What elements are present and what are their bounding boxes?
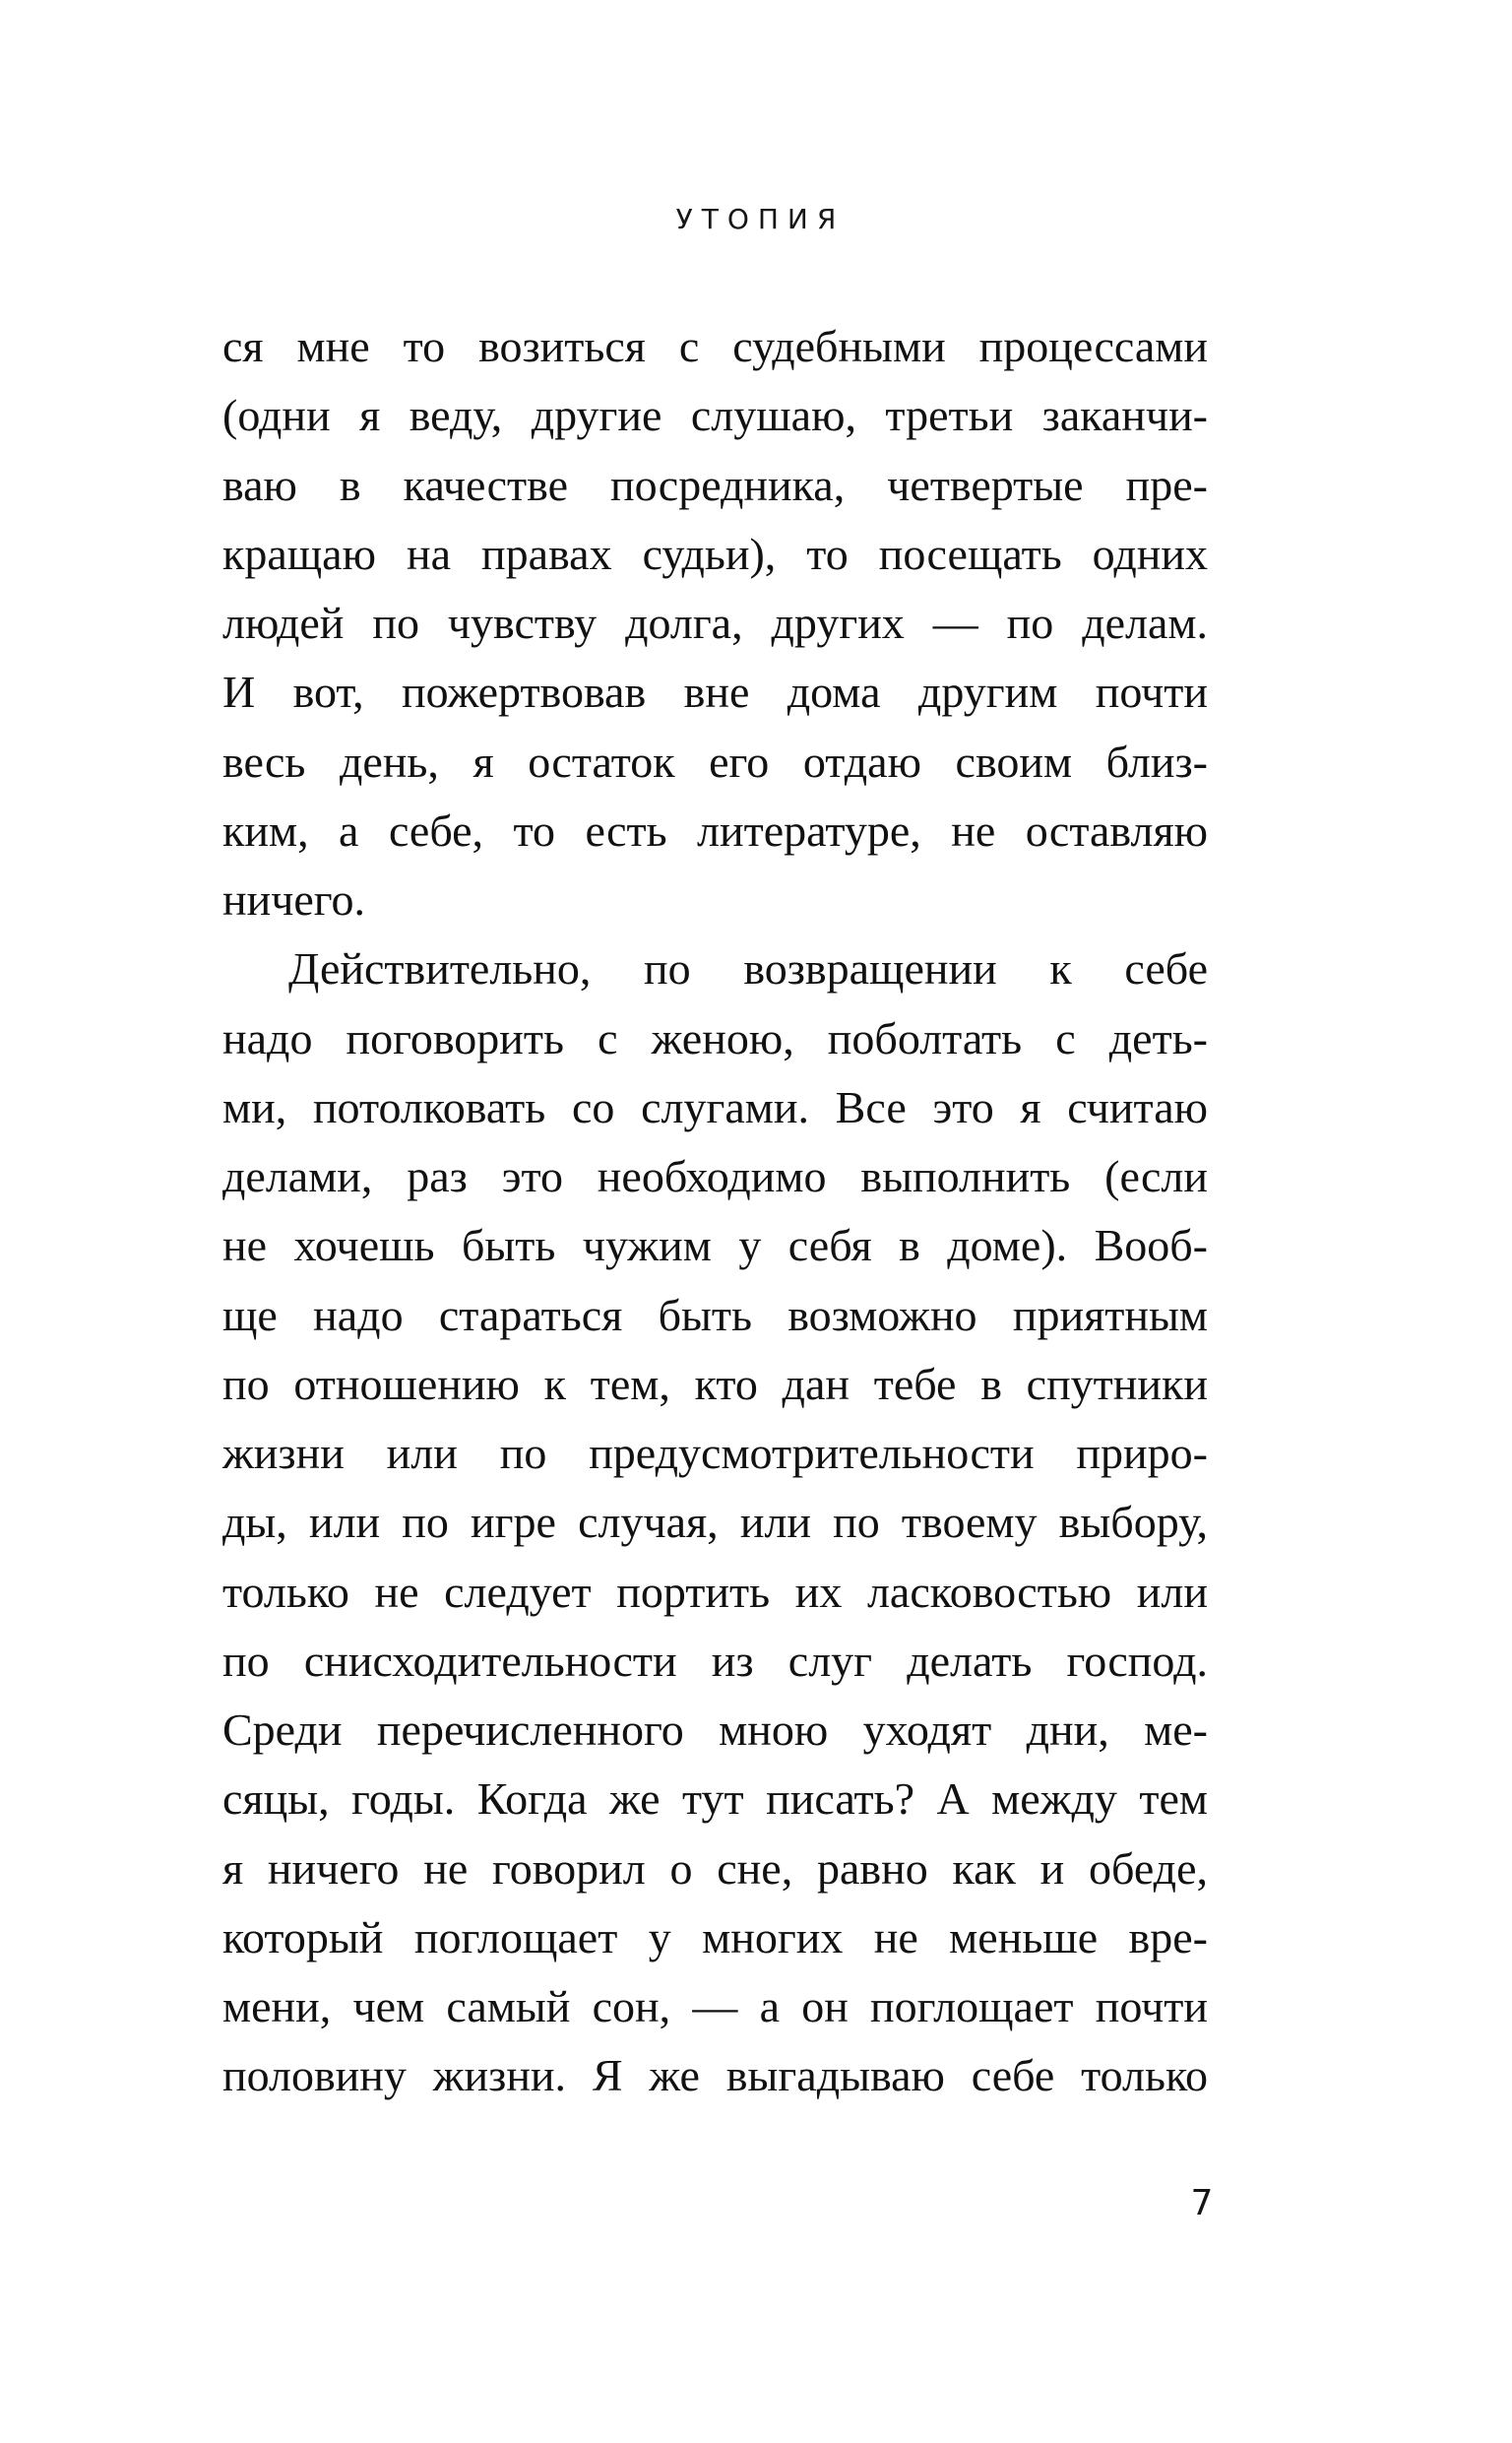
text-line: делами, раз это необходимо выполнить (если <box>222 1151 1208 1201</box>
text-line: сяцы, годы. Когда же тут писать? А между тем <box>222 1773 1208 1825</box>
body-text <box>222 312 1208 2111</box>
text-line: надо поговорить с женою, поболтать с деть- <box>222 1012 1208 1063</box>
text-line: ничего. <box>222 874 366 925</box>
text-line: весь день, я остаток его отдаю своим близ- <box>222 736 1208 787</box>
text-line: ся мне то возиться с судебными процессами <box>222 321 1208 371</box>
text-line: ким, а себе, то есть литературе, не оставляю <box>222 804 1208 856</box>
text-line: жизни или по предусмотрительности приро- <box>222 1428 1208 1478</box>
text-line: (одни я веду, другие слушаю, третьи заканчи- <box>222 390 1208 441</box>
text-line: людей по чувству долга, других — по делам. <box>222 598 1208 648</box>
text-line: Действительно, по возвращении к себе <box>288 943 1208 995</box>
text-line: кращаю на правах судьи), то посещать одних <box>222 528 1208 579</box>
page-number: 7 <box>1190 2183 1214 2223</box>
running-head: УТОПИЯ <box>675 203 846 235</box>
text-line: который поглощает у многих не меньше вре- <box>222 1911 1208 1962</box>
text-line: по снисходительности из слуг делать господ. <box>222 1635 1208 1686</box>
text-line: ми, потолковать со слугами. Все это я считаю <box>222 1081 1208 1132</box>
text-line: не хочешь быть чужим у себя в доме). Вооб- <box>222 1220 1208 1271</box>
paragraph-2 <box>222 934 1208 2110</box>
text-line: я ничего не говорил о сне, равно как и обеде, <box>222 1842 1208 1894</box>
text-line: мени, чем самый сон, — а он поглощает почти <box>222 1981 1208 2031</box>
text-line: ды, или по игре случая, или по твоему выбору, <box>222 1497 1208 1548</box>
text-line: только не следует портить их ласковостью или <box>222 1566 1208 1617</box>
text-line: ваю в качестве посредника, четвертые пре- <box>222 459 1208 510</box>
paragraph-1 <box>222 312 1208 934</box>
text-line: ще надо стараться быть возможно приятным <box>222 1289 1208 1340</box>
text-line: по отношению к тем, кто дан тебе в спутники <box>222 1358 1208 1409</box>
text-line: И вот, пожертвовав вне дома другим почти <box>222 667 1208 718</box>
text-line: половину жизни. Я же выгадываю себе только <box>222 2050 1208 2101</box>
text-line: Среди перечисленного мною уходят дни, ме- <box>222 1704 1208 1755</box>
